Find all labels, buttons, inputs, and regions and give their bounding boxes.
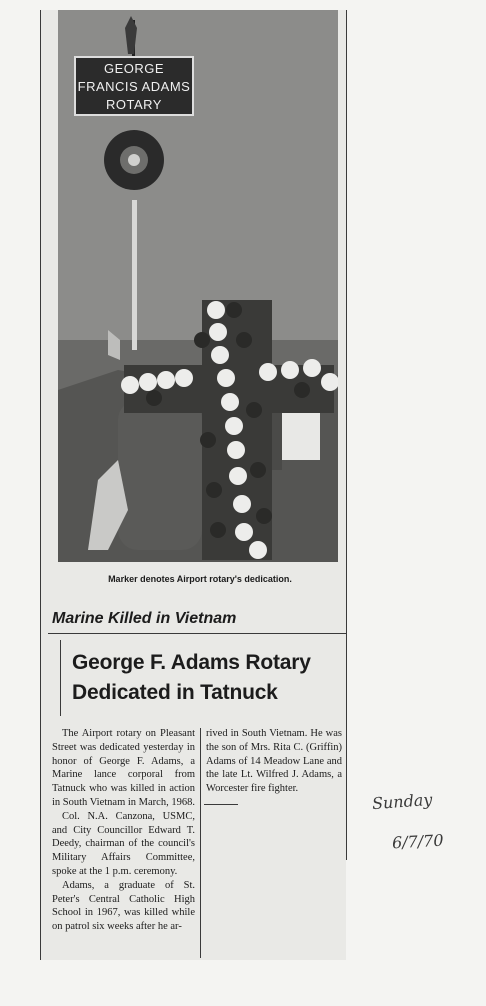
sign-line-2: FRANCIS ADAMS [77,79,191,94]
column-divider [200,728,201,958]
headline-rule [60,640,61,716]
paragraph-4: rived in South Vietnam. He was the son of Mrs. Rita C. (Griffin) Adams of 14 Meadow Lane and the late Lt. Wilfred J. Adams, a Worcester fire fighter. [206,728,342,795]
photo-caption: Marker denotes Airport rotary's dedication. [108,574,292,584]
headline-line-2: Dedicated in Tatnuck [72,681,278,704]
clipping-left-edge [40,10,41,960]
kicker-underline [48,633,346,634]
rotary-photo [58,10,338,562]
article-column-2 [206,727,342,796]
article-headline [72,648,352,708]
article-column-1 [52,727,195,934]
sign-line-1: GEORGE [103,61,165,76]
headline-line-1: George F. Adams Rotary [72,651,311,674]
paragraph-2: Col. N.A. Canzona, USMC, and City Councillor Edward T. Deedy, chairman of the council's Military Affairs Committee, spoke at the 1 p.m. ceremony. [52,810,195,877]
handwritten-day: Sunday [371,789,433,814]
handwritten-date: 6/7/70 [391,830,444,853]
article-kicker: Marine Killed in Vietnam [52,610,237,627]
rotary-sign [74,56,194,116]
clipping-right-edge [346,10,347,860]
column-end-rule [204,804,238,805]
paragraph-3: Adams, a graduate of St. Peter's Central Catholic High School in 1967, was killed while on patrol six weeks after he ar- [52,879,195,933]
sign-line-3: ROTARY [106,97,162,112]
paragraph-1: The Airport rotary on Pleasant Street was dedicated yesterday in honor of George F. Adams, a Marine lance corporal from Tatnuck who was killed in action in South Vietnam in March, 1968. [52,728,195,808]
